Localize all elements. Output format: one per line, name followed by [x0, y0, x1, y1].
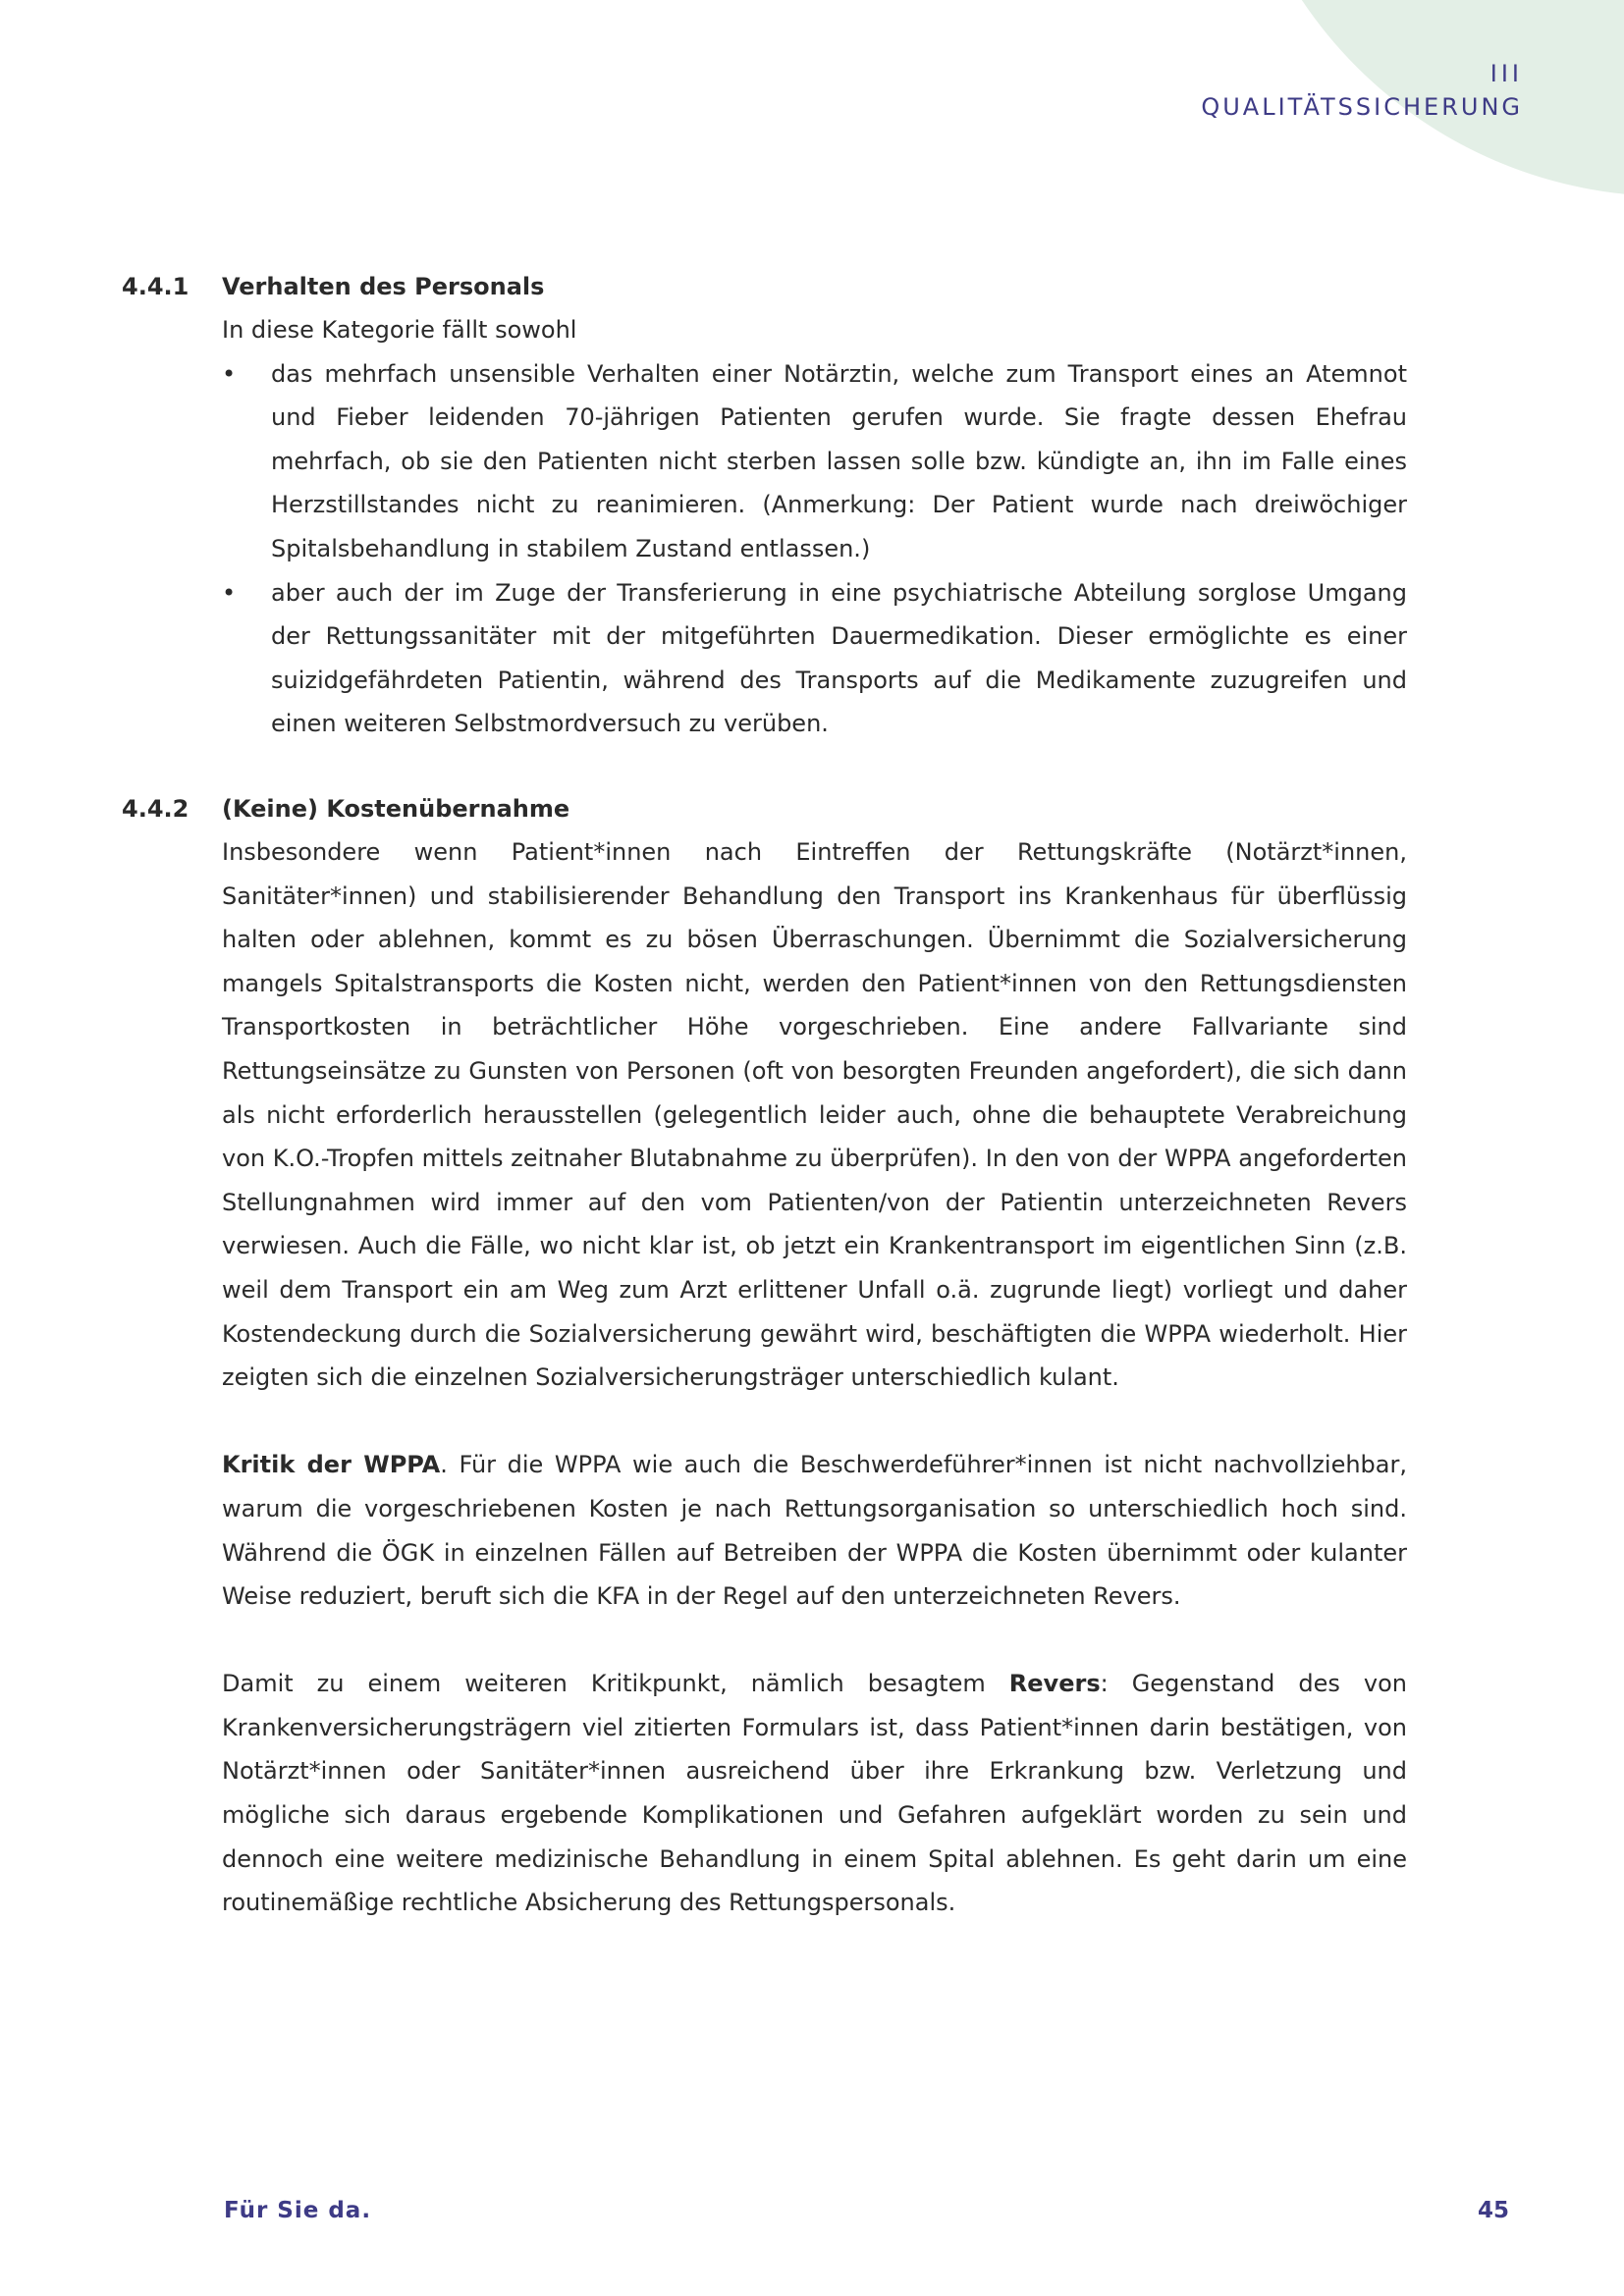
section-intro: In diese Kategorie fällt sowohl — [222, 316, 577, 344]
section-body — [222, 308, 1407, 746]
paragraph-revers: Damit zu einem weiteren Kritikpunkt, nämlich besagtem Revers: Gegenstand des von Krankenversicherungsträgern viel zitierten Formulars ist, dass Patient*innen darin bestätigen, von Notärzt*innen oder Sanitäter*innen ausreichend über ihre Erkrankung bzw. Verletzung und mögliche sich daraus ergebende Komplikationen und Gefahren aufgeklärt worden zu sein und dennoch eine weitere medizinische Behandlung in einem Spital ablehnen. Es geht darin um eine routinemäßige rechtliche Absicherung des Rettungspersonals. — [222, 1670, 1407, 1917]
paragraph-critique: Kritik der WPPA. Für die WPPA wie auch die Beschwerdeführer*innen ist nicht nachvollziehbar, warum die vorgeschriebenen Kosten je nach Rettungsorganisation so unterschiedlich hoch sind. Während die ÖGK in einzelnen Fällen auf Betreiben der WPPA die Kosten übernimmt oder kulanter Weise reduziert, beruft sich die KFA in der Regel auf den unterzeichneten Revers. — [222, 1451, 1407, 1611]
section-body — [222, 830, 1407, 1925]
bullet-list — [222, 352, 1407, 746]
bullet-icon: • — [222, 578, 237, 607]
section-title: (Keine) Kostenübernahme — [222, 795, 570, 823]
list-item-text: aber auch der im Zuge der Transferierung in eine psychiatrische Abteilung sorglose Umgang der Rettungssanitäter mit der mitgeführten Dauermedikation. Dieser ermöglichte es einer suizidgefährdeten Patientin, während des Transports auf die Medikamente zuzugreifen und einen weiteren Selbstmordversuch zu verüben. — [271, 578, 1407, 738]
section-number: 4.4.1 — [122, 273, 189, 300]
chapter-header — [1201, 57, 1523, 124]
chapter-number: III — [1489, 60, 1523, 87]
paragraph: Insbesondere wenn Patient*innen nach Eintreffen der Rettungskräfte (Notärzt*innen, Sanitäter*innen) und stabilisierender Behandlung den Transport ins Krankenhaus für überflüssig halten oder ablehnen, kommt es zu bösen Überraschungen. Übernimmt die Sozialversicherung mangels Spitalstransports die Kosten nicht, werden den Patient*innen von den Rettungsdiensten Transportkosten in beträchtlicher Höhe vorgeschrieben. Eine andere Fallvariante sind Rettungseinsätze zu Gunsten von Personen (oft von besorgten Freunden angefordert), die sich dann als nicht erforderlich herausstellen (gelegentlich leider auch, ohne die behauptete Verabreichung von K.O.-Tropfen mittels zeitnaher Blutabnahme zu überprüfen). In den von der WPPA angeforderten Stellungnahmen wird immer auf den vom Patienten/von der Patientin unterzeichneten Revers verwiesen. Auch die Fälle, wo nicht klar ist, ob jetzt ein Krankentransport im eigentlichen Sinn (z.B. weil dem Transport ein am Weg zum Arzt erlittener Unfall o.ä. zugrunde liegt) vorliegt und daher Kostendeckung durch die Sozialversicherung gewährt wird, beschäftigten die WPPA wiederholt. Hier zeigten sich die einzelnen Sozialversicherungsträger unterschiedlich kulant. — [222, 838, 1407, 1392]
bold-term: Revers — [1008, 1670, 1101, 1698]
list-item — [222, 571, 1407, 746]
bold-lead: Kritik der WPPA — [222, 1451, 441, 1479]
page-number: 45 — [1477, 2198, 1509, 2223]
section-title: Verhalten des Personals — [222, 273, 545, 300]
list-item — [222, 352, 1407, 571]
section-number: 4.4.2 — [122, 795, 189, 823]
bullet-icon: • — [222, 359, 237, 388]
list-item-text: das mehrfach unsensible Verhalten einer Notärztin, welche zum Transport eines an Atemnot und Fieber leidenden 70-jährigen Patienten gerufen wurde. Sie fragte dessen Ehefrau mehrfach, ob sie den Patienten nicht sterben lassen solle bzw. kündigte an, ihn im Falle eines Herzstillstandes nicht zu reanimieren. (Anmerkung: Der Patient wurde nach dreiwöchiger Spitalsbehandlung in stabilem Zustand entlassen.) — [271, 359, 1407, 562]
chapter-title: QUALITÄTSSICHERUNG — [1201, 93, 1523, 121]
footer-slogan: Für Sie da. — [224, 2198, 372, 2223]
